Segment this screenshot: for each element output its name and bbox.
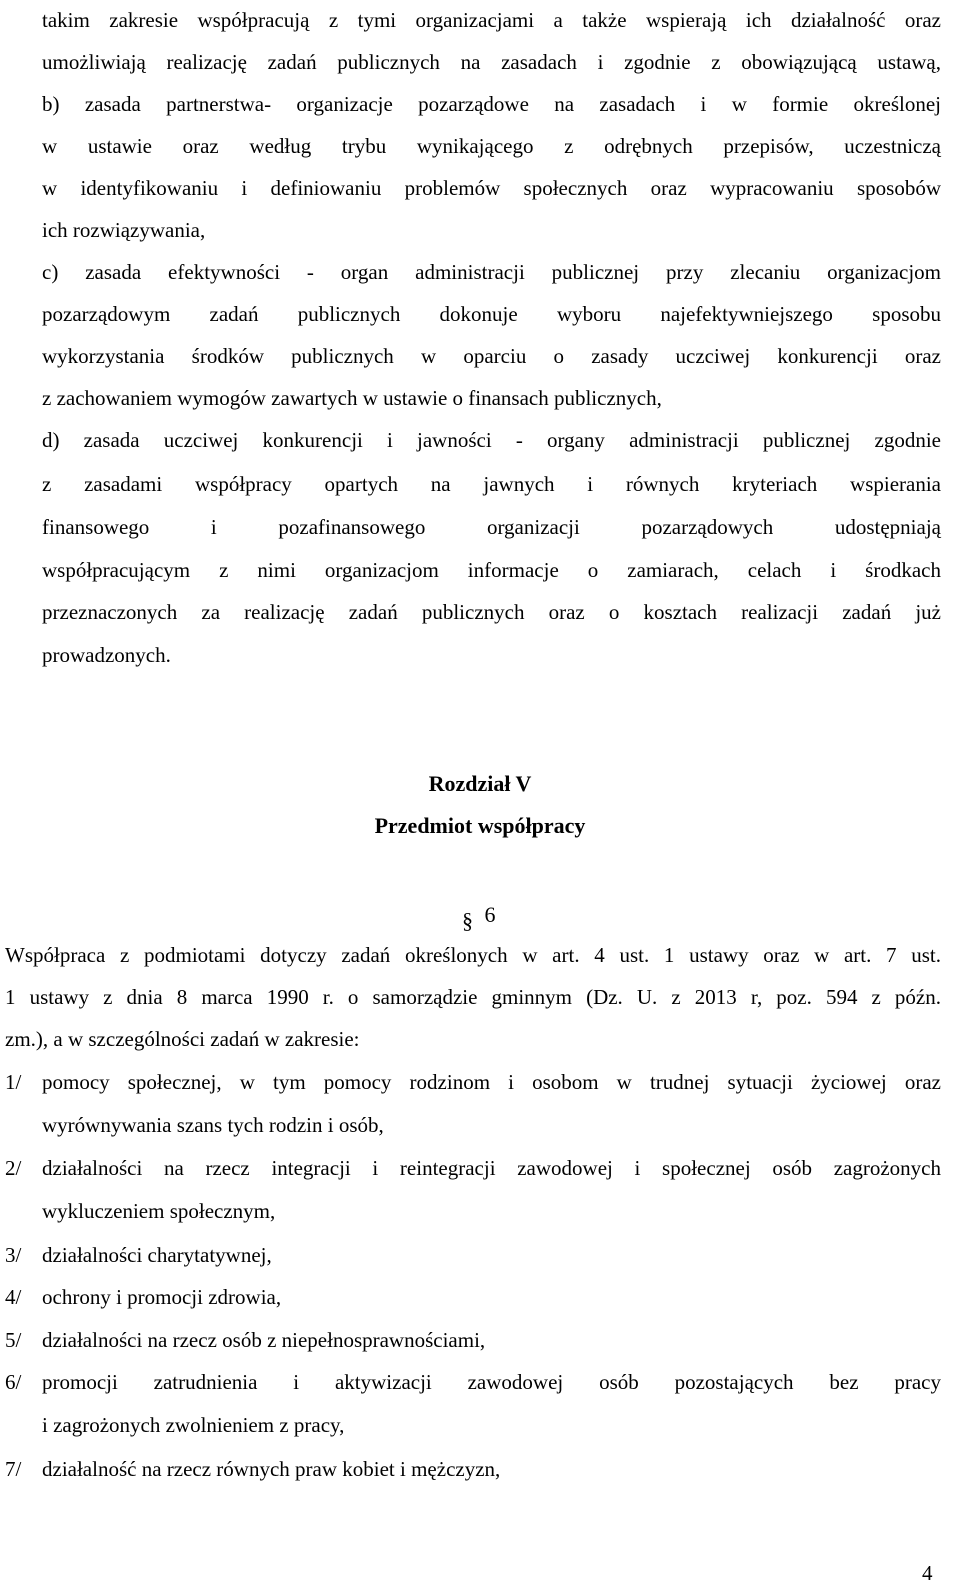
- list-item-number: 7/: [5, 1457, 22, 1481]
- text-line: takim zakresie współpracują z tymi organizacjami a także wspierają ich działalność oraz: [42, 8, 941, 32]
- text-line: przeznaczonych za realizację zadań publicznych oraz o kosztach realizacji zadań już: [42, 600, 941, 624]
- list-item-text: działalności charytatywnej,: [42, 1243, 272, 1267]
- text-line: Współpraca z podmiotami dotyczy zadań określonych w art. 4 ust. 1 ustawy oraz w art. 7 ust.: [5, 943, 941, 967]
- section-sign: §: [462, 908, 473, 933]
- text-line: z zasadami współpracy opartych na jawnych i równych kryteriach wspierania: [42, 472, 941, 496]
- list-item-number: 3/: [5, 1243, 22, 1267]
- list-item-text: wyrównywania szans tych rodzin i osób,: [42, 1113, 384, 1137]
- section-number: 6: [484, 902, 496, 927]
- chapter-title: Rozdział V: [428, 771, 532, 796]
- text-line: w ustawie oraz według trybu wynikającego z odrębnych przepisów, uczestniczą: [42, 134, 941, 158]
- list-item-text: i zagrożonych zwolnieniem z pracy,: [42, 1413, 345, 1437]
- text-line: umożliwiają realizację zadań publicznych na zasadach i zgodnie z obowiązującą ustawą,: [42, 50, 941, 74]
- page-number: 4: [922, 1561, 933, 1585]
- text-line: z zachowaniem wymogów zawartych w ustawie o finansach publicznych,: [42, 386, 662, 410]
- list-item-number: 1/: [5, 1070, 22, 1094]
- list-item-number: 4/: [5, 1285, 22, 1309]
- list-item-text: wykluczeniem społecznym,: [42, 1199, 276, 1223]
- list-item-text: działalność na rzecz równych praw kobiet i mężczyzn,: [42, 1457, 501, 1481]
- text-line: współpracującym z nimi organizacjom informacje o zamiarach, celach i środkach: [42, 558, 941, 582]
- text-line: pozarządowym zadań publicznych dokonuje wyboru najefektywniejszego sposobu: [42, 302, 941, 326]
- text-line: b) zasada partnerstwa- organizacje pozarządowe na zasadach i w formie określonej: [42, 92, 941, 116]
- chapter-subtitle: Przedmiot współpracy: [374, 813, 586, 838]
- text-line: c) zasada efektywności - organ administracji publicznej przy zlecaniu organizacjom: [42, 260, 941, 284]
- text-line: w identyfikowaniu i definiowaniu problemów społecznych oraz wypracowaniu sposobów: [42, 176, 941, 200]
- list-item-number: 2/: [5, 1156, 22, 1180]
- text-line: 1 ustawy z dnia 8 marca 1990 r. o samorządzie gminnym (Dz. U. z 2013 r, poz. 594 z późn.: [5, 985, 941, 1009]
- list-item-number: 6/: [5, 1370, 22, 1394]
- list-item-text: działalności na rzecz integracji i reintegracji zawodowej i społecznej osób zagrożonych: [42, 1156, 941, 1180]
- text-line: prowadzonych.: [42, 643, 171, 667]
- text-line: zm.), a w szczególności zadań w zakresie:: [5, 1027, 360, 1051]
- text-line: finansowego i pozafinansowego organizacji pozarządowych udostępniają: [42, 515, 941, 539]
- list-item-text: promocji zatrudnienia i aktywizacji zawodowej osób pozostających bez pracy: [42, 1370, 941, 1394]
- list-item-text: ochrony i promocji zdrowia,: [42, 1285, 282, 1309]
- section-heading: [462, 900, 496, 933]
- list-item-number: 5/: [5, 1328, 22, 1352]
- list-item-text: działalności na rzecz osób z niepełnosprawnościami,: [42, 1328, 486, 1352]
- text-line: wykorzystania środków publicznych w oparciu o zasady uczciwej konkurencji oraz: [42, 344, 941, 368]
- text-line: ich rozwiązywania,: [42, 218, 206, 242]
- text-line: d) zasada uczciwej konkurencji i jawności - organy administracji publicznej zgodnie: [42, 428, 941, 452]
- list-item-text: pomocy społecznej, w tym pomocy rodzinom i osobom w trudnej sytuacji życiowej oraz: [42, 1070, 941, 1094]
